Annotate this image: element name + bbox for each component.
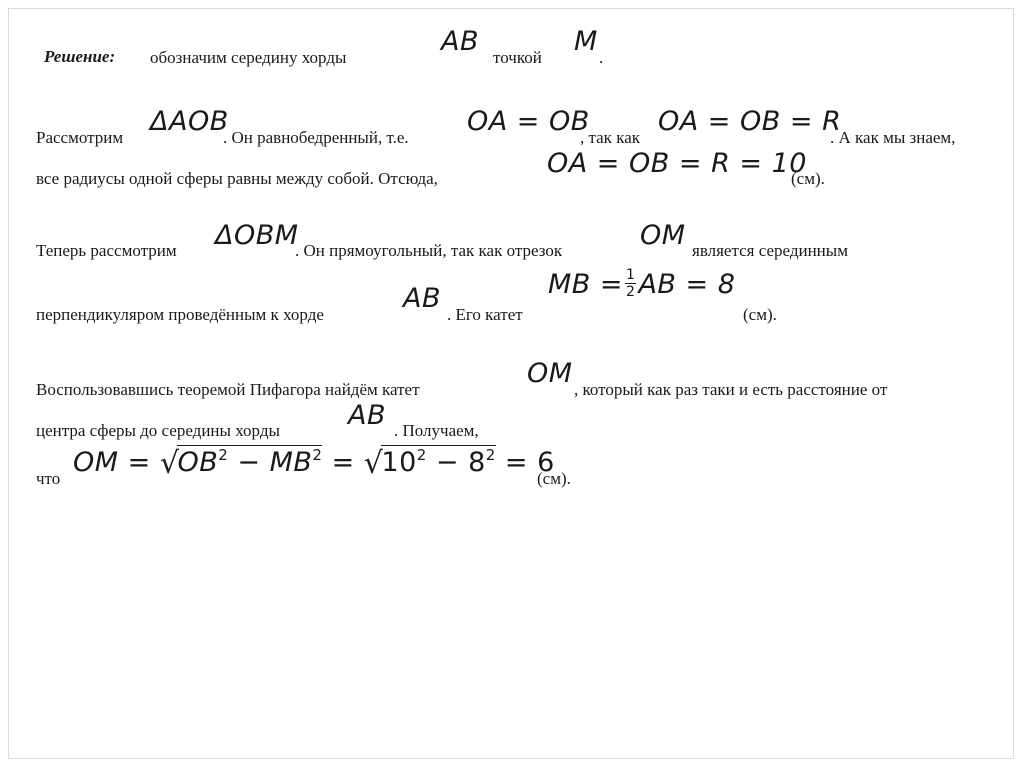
math-result: = 6 (504, 447, 555, 478)
math-oa-eq-ob: OA = OB (467, 106, 590, 137)
slide (8, 8, 1014, 759)
p2-text-5: все радиусы одной сферы равны между собой. Отсюда, (36, 169, 438, 188)
math-m: M (574, 26, 598, 57)
p1-text-1: обозначим середину хорды (150, 48, 347, 67)
radicand-10: 10 (381, 447, 417, 478)
math-oa-eq-ob-eq-r: OA = OB = R (658, 106, 842, 137)
p4-text-4: . Получаем, (394, 421, 479, 440)
math-ab: AB (348, 400, 386, 431)
fraction-denominator: 2 (626, 284, 636, 300)
radical-sign: √ (159, 446, 180, 481)
sqrt-10-8 (363, 446, 496, 481)
exponent: 2 (485, 446, 496, 464)
p3-text-2: . Он прямоугольный, так как отрезок (295, 241, 563, 260)
math-pythagoras-equation (73, 446, 555, 481)
math-ab: AB (441, 26, 479, 57)
p1-text-3: . (599, 48, 604, 67)
p3-text-5: . Его катет (447, 305, 523, 324)
radicand-1 (177, 445, 322, 478)
p3-text-1: Теперь рассмотрим (36, 241, 177, 260)
math-ab: AB (403, 283, 441, 314)
p3-text-6: (см). (743, 305, 777, 324)
p2-text-6: (см). (791, 169, 825, 188)
p4-text-1: Воспользовавшись теоремой Пифагора найдём катет (36, 380, 420, 399)
radicand-ob: OB (177, 447, 219, 478)
exponent: 2 (312, 446, 323, 464)
p4-text-5: что (36, 469, 61, 488)
p2-text-2: . Он равнобедренный, т.е. (223, 128, 409, 147)
math-om: OM (640, 220, 686, 251)
math-om-lhs: OM = (73, 447, 151, 478)
p1-text-2: точкой (493, 48, 542, 67)
fraction-one-half (625, 268, 636, 299)
p3-text-3: является серединным (692, 241, 848, 260)
p2-text-4: . А как мы знаем, (830, 128, 956, 147)
p2-text-1: Рассмотрим (36, 128, 124, 147)
solution-label: Решение: (44, 47, 116, 66)
math-mb-lhs: MB = (548, 269, 624, 300)
math-om: OM (527, 358, 573, 389)
exponent: 2 (218, 446, 229, 464)
radicand-2 (381, 445, 495, 478)
radical-sign: √ (363, 446, 384, 481)
p4-text-3: центра сферы до середины хорды (36, 421, 280, 440)
fraction-numerator: 1 (626, 267, 636, 283)
p4-text-6: (см). (537, 469, 571, 488)
p3-text-4: перпендикуляром проведённым к хорде (36, 305, 324, 324)
math-radius-value: OA = OB = R = 10 (547, 148, 807, 179)
math-mb-rhs: AB = 8 (638, 269, 736, 300)
p4-text-2: , который как раз таки и есть расстояние от (574, 380, 888, 399)
math-triangle-aob: ΔAOB (150, 106, 229, 137)
math-triangle-obm: ΔOBM (215, 220, 299, 251)
radicand-8: − 8 (426, 447, 486, 478)
math-mb-equation (548, 267, 736, 301)
exponent: 2 (416, 446, 427, 464)
p2-text-3: , так как (580, 128, 640, 147)
math-equals: = (331, 447, 355, 478)
sqrt-ob-mb (159, 446, 323, 481)
radicand-mb: − MB (228, 447, 313, 478)
